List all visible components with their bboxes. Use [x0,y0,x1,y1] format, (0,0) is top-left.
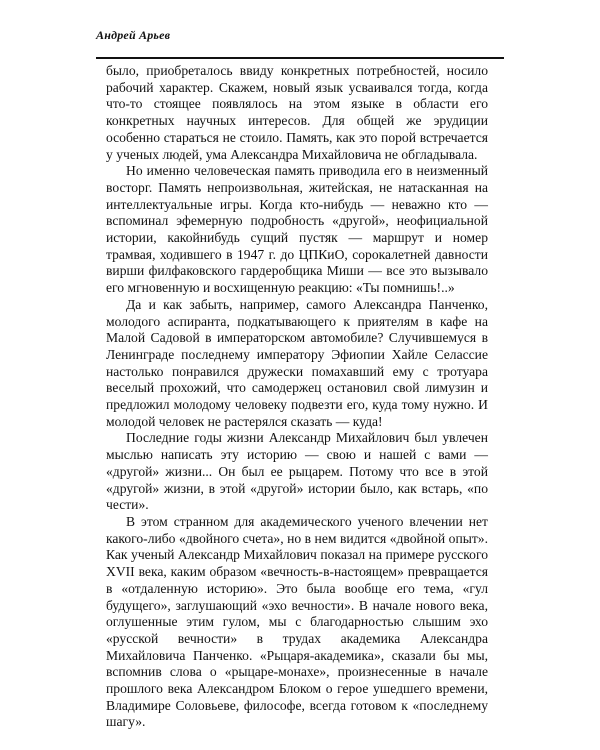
paragraph-1: было, приобреталось ввиду конкретных потребностей, носило рабочий характер. Скажем, новый язык усваивался тогда, когда что-то стоящее появлялось на этом языке в области его конкретных научных интересов. Для общей же эрудиции особенно стараться не стоило. Память, как это порой встречается у ученых людей, ума Александра Михайловича не обгладывала. [106,63,488,162]
paragraph-2: Но именно человеческая память приводила его в неизменный восторг. Память непроизвольная, житейская, не натасканная на интеллектуальные игры. Когда кто-нибудь — неважно кто — вспоминал эфемерную подробность «другой», неофициальной истории, какойнибудь сущий пустяк — маршрут и номер трамвая, ходившего в 1947 г. до ЦПКиО, сорокалетней давности вирши филфаковского гардеробщика Миши — все это вызывало его мгновенную и восхищенную реакцию: «Ты помнишь!..» [106,163,488,296]
paragraph-3: Да и как забыть, например, самого Александра Панченко, молодого аспиранта, подкатывающего к приятелям в кафе на Малой Садовой в императорском автомобиле? Случившемуся в Ленинграде последнему императору Эфиопии Хайле Селассие настолько понравился дружески помахавший ему с тротуара веселый прохожий, что самодержец остановил свой лимузин и предложил молодому человеку подвезти его, куда тому нужно. И молодой человек не растерялся сказать — куда! [106,296,488,429]
body-text [106,63,488,731]
paragraph-4: Последние годы жизни Александр Михайлович был увлечен мыслью написать эту историю — свою и нашей с вами — «другой» жизни... Он был ее рыцарем. Потому что все в этой «другой» жизни, в этой «другой» истории было, как встарь, «по чести». [106,430,488,513]
running-head-author: Андрей Арьев [96,28,171,42]
paragraph-5: В этом странном для академического ученого влечении нет какого-либо «двойного счета», но в нем видится «двойной опыт». Как ученый Александр Михайлович показал на примере русского XVII века, каким образом «вечность-в-настоящем» превращается в «отдаленную историю». Это была вообще его тема, «гул будущего», заглушающий «эхо вечности». В начале нового века, оглушенные этим гулом, мы с благодарностью слышим эхо «русской вечности» в трудах академика Александра Михайловича Панченко. «Рыцаря-академика», сказали бы мы, вспомнив слова о «рыцаре-монахе», произнесенные в начале прошлого века Александром Блоком о герое ушедшего времени, Владимире Соловьеве, философе, всегда готовом к «последнему шагу». [106,513,488,730]
header-rule [96,57,504,59]
